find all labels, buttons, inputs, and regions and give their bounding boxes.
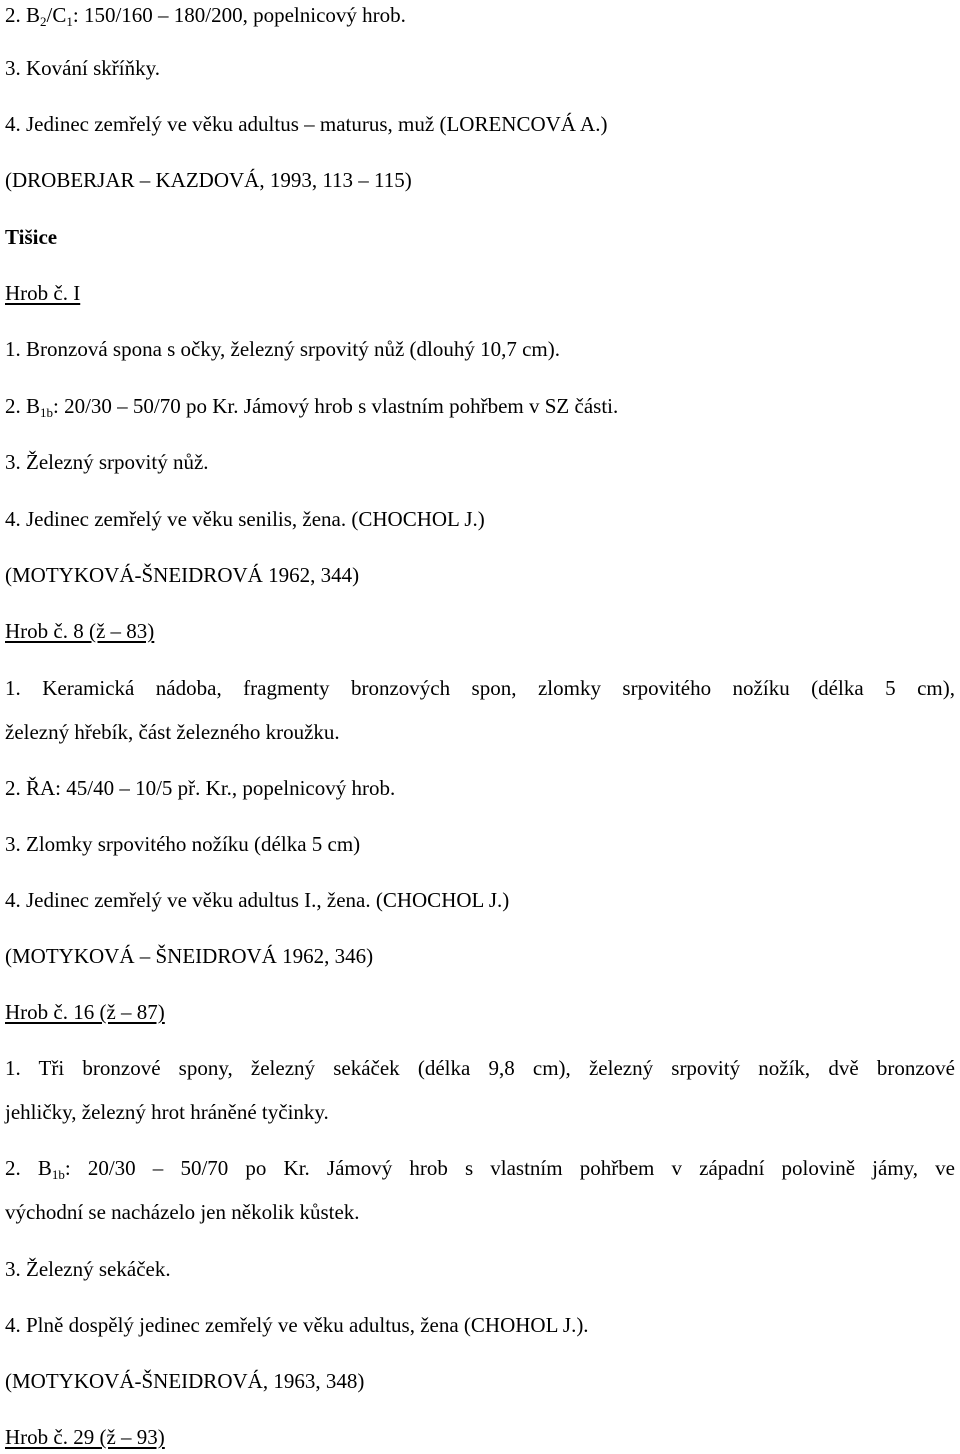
text-line: 4. Plně dospělý jedinec zemřelý ve věku adultus, žena (CHOHOL J.).: [5, 1313, 589, 1337]
text-segment: /C: [46, 3, 67, 27]
text-line: 1. Tři bronzové spony, železný sekáček (délka 9,8 cm), železný srpovitý nožík, dvě bronzové: [5, 1056, 955, 1080]
text-line: 4. Jedinec zemřelý ve věku senilis, žena. (CHOCHOL J.): [5, 507, 485, 531]
text-segment: : 150/160 – 180/200, popelnicový hrob.: [72, 3, 406, 27]
grave-heading: Hrob č. 29 (ž – 93): [5, 1425, 165, 1449]
text-line: 2. ŘA: 45/40 – 10/5 př. Kr., popelnicový hrob.: [5, 776, 396, 800]
text-segment: 2. B: [5, 3, 41, 27]
text-segment: 2. B: [5, 1156, 52, 1180]
text-line: [5, 1155, 955, 1181]
citation: (DROBERJAR – KAZDOVÁ, 1993, 113 – 115): [5, 168, 412, 192]
citation: (MOTYKOVÁ-ŠNEIDROVÁ, 1963, 348): [5, 1369, 365, 1393]
text-line: 3. Železný sekáček.: [5, 1257, 171, 1281]
text-line: železný hřebík, část železného kroužku.: [5, 720, 340, 744]
text-line: jehličky, železný hrot hráněné tyčinky.: [5, 1100, 329, 1124]
text-line: 3. Kování skříňky.: [5, 56, 160, 80]
text-segment: : 20/30 – 50/70 po Kr. Jámový hrob s vlastním pohřbem v SZ části.: [53, 394, 619, 418]
text-segment: 2. B: [5, 394, 41, 418]
subscript: 1b: [40, 405, 54, 420]
grave-heading: Hrob č. 8 (ž – 83): [5, 619, 155, 643]
text-line: východní se nacházelo jen několik kůstek.: [5, 1200, 360, 1224]
site-heading: Tišice: [5, 225, 58, 249]
text-line: 1. Keramická nádoba, fragmenty bronzových spon, zlomky srpovitého nožíku (délka 5 cm),: [5, 676, 955, 700]
grave-heading: Hrob č. 16 (ž – 87): [5, 1000, 165, 1024]
subscript: 1b: [51, 1167, 65, 1182]
subscript: 2: [40, 14, 47, 29]
text-line: 4. Jedinec zemřelý ve věku adultus – maturus, muž (LORENCOVÁ A.): [5, 112, 608, 136]
citation: (MOTYKOVÁ – ŠNEIDROVÁ 1962, 346): [5, 944, 374, 968]
text-line: [5, 393, 955, 419]
subscript: 1: [66, 14, 73, 29]
text-line: 4. Jedinec zemřelý ve věku adultus I., žena. (CHOCHOL J.): [5, 888, 510, 912]
text-line: 3. Železný srpovitý nůž.: [5, 450, 209, 474]
text-segment: : 20/30 – 50/70 po Kr. Jámový hrob s vlastním pohřbem v západní polovině jámy, ve: [64, 1156, 955, 1180]
text-line: 1. Bronzová spona s očky, železný srpovitý nůž (dlouhý 10,7 cm).: [5, 337, 561, 361]
grave-heading: Hrob č. I: [5, 281, 81, 305]
text-line: 3. Zlomky srpovitého nožíku (délka 5 cm): [5, 832, 361, 856]
citation: (MOTYKOVÁ-ŠNEIDROVÁ 1962, 344): [5, 563, 360, 587]
text-line: [5, 2, 955, 28]
